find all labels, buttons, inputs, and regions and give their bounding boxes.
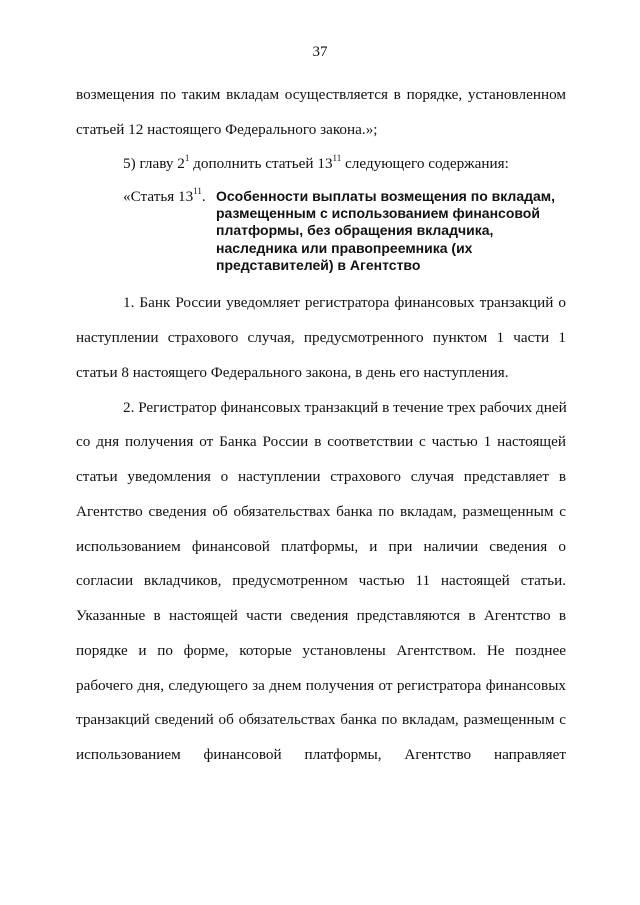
item-5-prefix: 5) главу 2: [123, 155, 185, 172]
article-label-sup: 11: [193, 185, 202, 196]
item-5-sup-1: 1: [184, 152, 190, 163]
para1-line-3: статьи 8 настоящего Федерального закона, в день его наступления.: [76, 364, 509, 381]
para2-line-9: рабочего дня, следующего за днем получения от регистратора финансовых: [76, 677, 566, 694]
para2-line-4: Агентство сведения об обязательствах банка по вкладам, размещенным с: [76, 503, 566, 520]
para2-line-6: согласии вкладчиков, предусмотренном частью 11 настоящей статьи.: [76, 572, 566, 589]
article-label: [123, 185, 206, 206]
item-5-middle: дополнить статьей 13: [189, 155, 333, 172]
para2-line-3: статьи уведомления о наступлении страхового случая представляет в: [76, 468, 566, 485]
article-title-line: Особенности выплаты возмещения по вкладам,: [216, 188, 556, 204]
para1-line-1: 1. Банк России уведомляет регистратора финансовых транзакций о: [123, 294, 566, 311]
article-label-suffix: .: [201, 188, 206, 205]
page-number: 37: [312, 44, 328, 60]
para2-line-1: 2. Регистратор финансовых транзакций в течение трех рабочих дней: [123, 399, 567, 416]
para2-line-5: использованием финансовой платформы, и при наличии сведения о: [76, 538, 566, 555]
item-5-sup-2: 11: [332, 152, 342, 163]
article-title-line: платформы, без обращения вкладчика,: [216, 222, 494, 239]
article-label-prefix: «Статья 13: [123, 188, 194, 205]
para1-line-2: наступлении страхового случая, предусмотренного пунктом 1 части 1: [76, 329, 566, 346]
item-5-suffix: следующего содержания:: [341, 155, 509, 172]
intro-line-2: статьей 12 настоящего Федерального закона.»;: [76, 121, 378, 138]
article-title: [216, 188, 576, 274]
article-title-line: наследника или правопреемника (их: [216, 239, 473, 256]
para2-line-11: использованием финансовой платформы, Агентство направляет: [76, 746, 566, 763]
para2-line-8: порядке и по форме, которые установлены Агентством. Не позднее: [76, 642, 566, 659]
para2-line-2: со дня получения от Банка России в соответствии с частью 1 настоящей: [76, 433, 566, 450]
article-title-line: представителей) в Агентство: [216, 256, 421, 273]
article-title-line: размещенным с использованием финансовой: [216, 205, 540, 222]
para2-line-10: транзакций сведений об обязательствах банка по вкладам, размещенным с: [76, 711, 566, 728]
item-5-line: [123, 152, 509, 173]
para2-line-7: Указанные в настоящей части сведения представляются в Агентство в: [76, 607, 566, 624]
intro-line-1: возмещения по таким вкладам осуществляется в порядке, установленном: [76, 86, 566, 103]
